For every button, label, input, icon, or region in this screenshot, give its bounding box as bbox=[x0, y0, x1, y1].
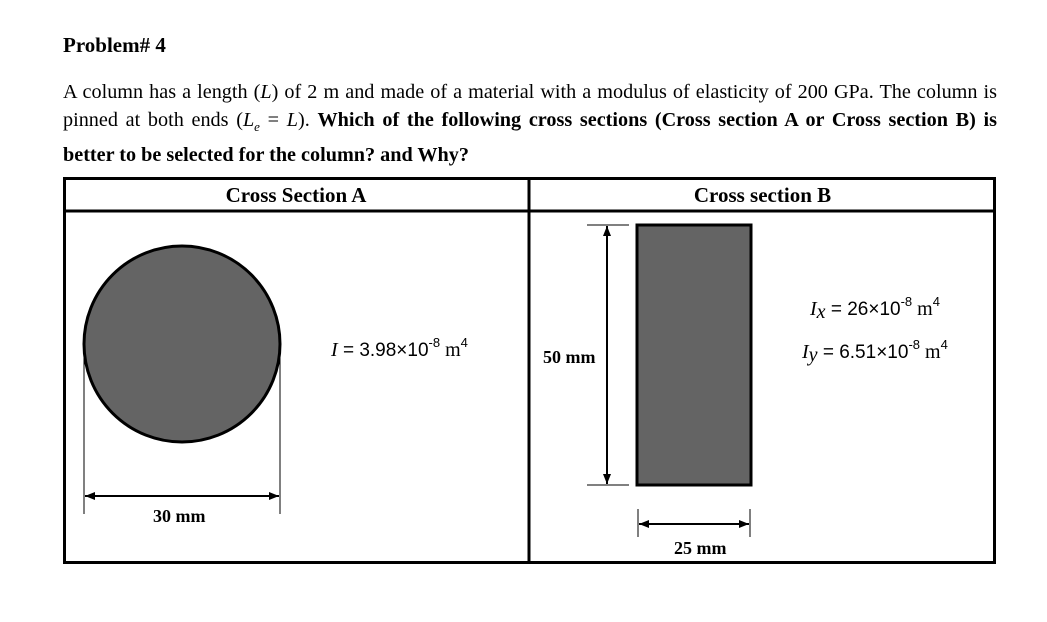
problem-question: Which of the following cross sections (Cross section A or Cross section B) is better to be selected for the column? and Why? bbox=[63, 109, 997, 167]
problem-title: Problem# 4 bbox=[63, 33, 166, 57]
Iy-value: = 6.51×10 bbox=[817, 342, 909, 363]
moment-of-inertia-x bbox=[810, 294, 940, 323]
moment-of-inertia-a bbox=[331, 335, 468, 362]
moment-of-inertia-y bbox=[802, 337, 948, 366]
effective-length-symbol: L bbox=[242, 109, 255, 131]
I-symbol-a: I bbox=[331, 339, 338, 361]
diameter-label: 30 mm bbox=[153, 506, 206, 526]
cross-section-table bbox=[63, 177, 996, 564]
Ix-symbol: I bbox=[810, 298, 817, 320]
I-unit-a: m bbox=[440, 339, 461, 361]
Iy-symbol: I bbox=[802, 341, 809, 363]
Iy-unit: m bbox=[920, 341, 941, 363]
I-exponent-a: -8 bbox=[428, 335, 441, 350]
length-symbol-2: L bbox=[286, 109, 298, 131]
Ix-subscript: x bbox=[816, 301, 826, 323]
equals-sign: = bbox=[259, 109, 287, 131]
circular-cross-section bbox=[84, 246, 280, 442]
effective-length-subscript: e bbox=[254, 119, 260, 135]
length-symbol: L bbox=[260, 81, 272, 103]
rectangular-cross-section bbox=[637, 225, 751, 485]
Iy-unit-exponent: 4 bbox=[940, 337, 948, 352]
statement-text-3: ). bbox=[297, 109, 318, 131]
width-label: 25 mm bbox=[674, 538, 727, 558]
problem-statement bbox=[63, 78, 997, 169]
header-cross-section-b: Cross section B bbox=[693, 183, 832, 207]
Ix-exponent: -8 bbox=[900, 294, 913, 309]
I-unit-exponent-a: 4 bbox=[460, 335, 468, 350]
header-cross-section-a: Cross Section A bbox=[225, 183, 367, 207]
Ix-unit: m bbox=[912, 298, 933, 320]
statement-text-2: ) of 2 m and made of a material with a modulus of elasticity of 200 GPa. The column is pinned at both ends ( bbox=[63, 81, 998, 131]
statement-text-1: A column has a length ( bbox=[63, 81, 261, 103]
Iy-exponent: -8 bbox=[908, 337, 920, 352]
Iy-subscript: y bbox=[808, 344, 818, 366]
I-value-a: = 3.98×10 bbox=[337, 340, 429, 361]
Ix-value: = 26×10 bbox=[825, 299, 901, 320]
Ix-unit-exponent: 4 bbox=[932, 294, 940, 309]
height-label: 50 mm bbox=[543, 347, 596, 367]
